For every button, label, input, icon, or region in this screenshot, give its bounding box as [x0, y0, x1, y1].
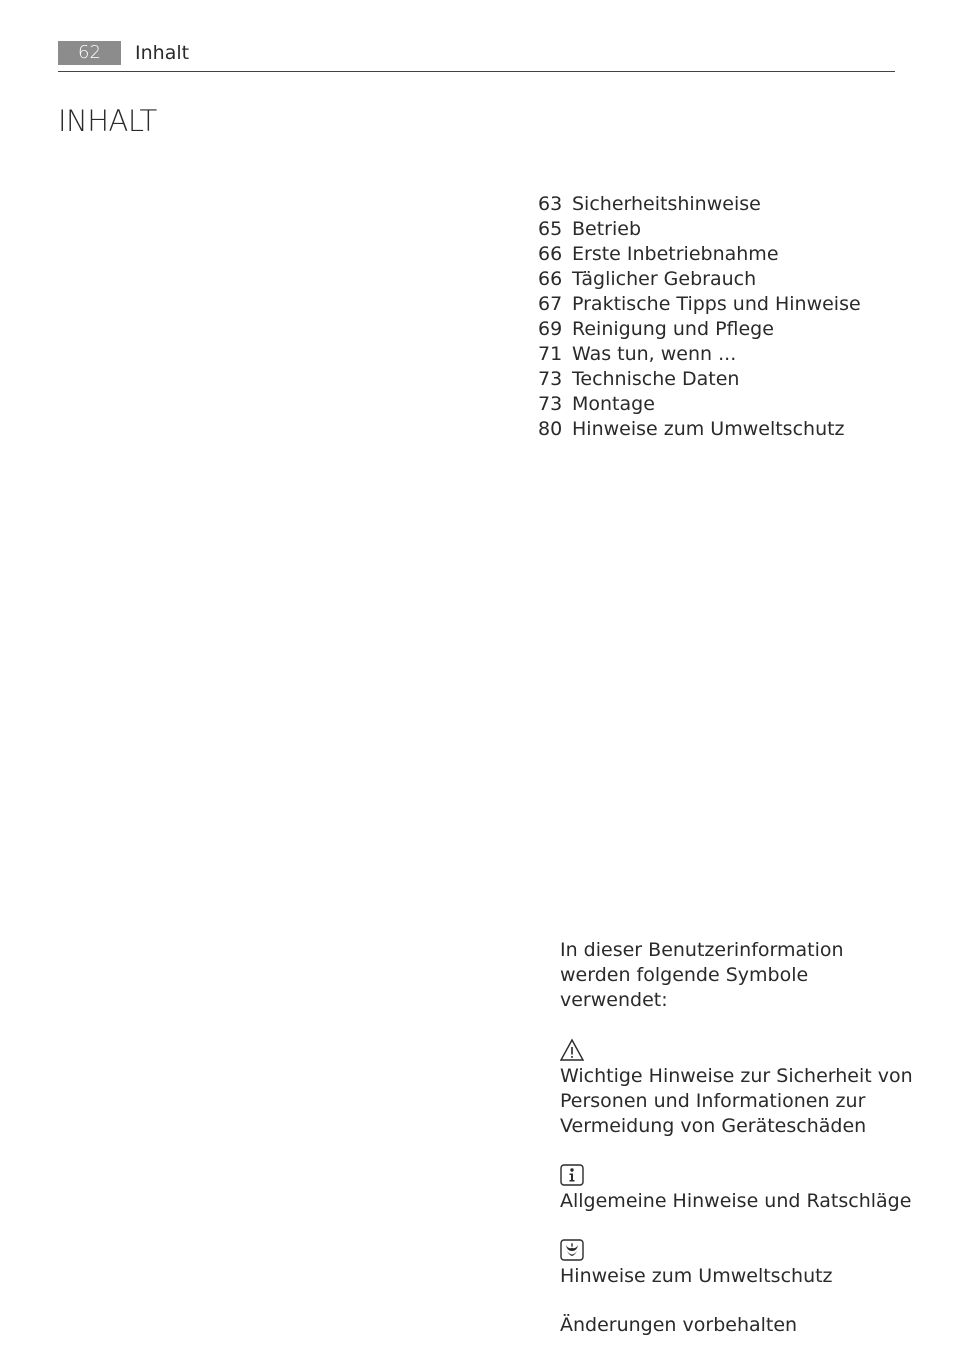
toc-entry[interactable] [538, 367, 861, 392]
header-section-title: Inhalt [135, 42, 190, 64]
toc-page-number: 73 [538, 368, 563, 390]
info-icon [560, 1163, 584, 1187]
toc-label: Was tun, wenn ... [572, 343, 737, 365]
legend-item-environment [560, 1238, 920, 1289]
toc-page-number: 63 [538, 193, 563, 215]
toc-entry[interactable] [538, 342, 861, 367]
toc-label: Täglicher Gebrauch [572, 268, 757, 290]
toc-page-number: 69 [538, 318, 563, 340]
page-number: 62 [58, 41, 121, 65]
legend-item-text: Wichtige Hinweise zur Sicherheit von Personen und Informationen zur Vermeidung von Geräteschäden [560, 1065, 913, 1137]
toc-entry[interactable] [538, 267, 861, 292]
legend-intro: In dieser Benutzerinformation werden folgende Symbole verwendet: [560, 939, 844, 1011]
toc-entry[interactable] [538, 317, 861, 342]
toc-page-number: 67 [538, 293, 563, 315]
toc-label: Betrieb [572, 218, 642, 240]
toc-page-number: 65 [538, 218, 563, 240]
toc-entry[interactable] [538, 292, 861, 317]
toc-entry[interactable] [538, 417, 861, 442]
toc-entry[interactable] [538, 192, 861, 217]
legend-item-warning [560, 1038, 920, 1139]
toc-page-number: 66 [538, 243, 563, 265]
toc-label: Montage [572, 393, 655, 415]
legend-item-info [560, 1163, 920, 1214]
toc-label: Reinigung und Pflege [572, 318, 774, 340]
toc-entry[interactable] [538, 392, 861, 417]
toc-page-number: 73 [538, 393, 563, 415]
table-of-contents [538, 192, 861, 442]
legend-item-text: Allgemeine Hinweise und Ratschläge [560, 1190, 912, 1212]
environment-flower-icon [560, 1238, 584, 1262]
warning-triangle-icon [560, 1038, 584, 1062]
toc-page-number: 80 [538, 418, 563, 440]
toc-entry[interactable] [538, 217, 861, 242]
toc-page-number: 71 [538, 343, 563, 365]
symbol-legend [560, 938, 920, 1338]
legend-item-text: Hinweise zum Umweltschutz [560, 1265, 833, 1287]
toc-label: Erste Inbetriebnahme [572, 243, 779, 265]
toc-label: Technische Daten [572, 368, 740, 390]
toc-entry[interactable] [538, 242, 861, 267]
toc-label: Sicherheitshinweise [572, 193, 761, 215]
page-title: INHALT [58, 104, 157, 138]
page-header [58, 41, 895, 72]
toc-label: Hinweise zum Umweltschutz [572, 418, 845, 440]
legend-footer: Änderungen vorbehalten [560, 1314, 798, 1336]
toc-label: Praktische Tipps und Hinweise [572, 293, 861, 315]
toc-page-number: 66 [538, 268, 563, 290]
